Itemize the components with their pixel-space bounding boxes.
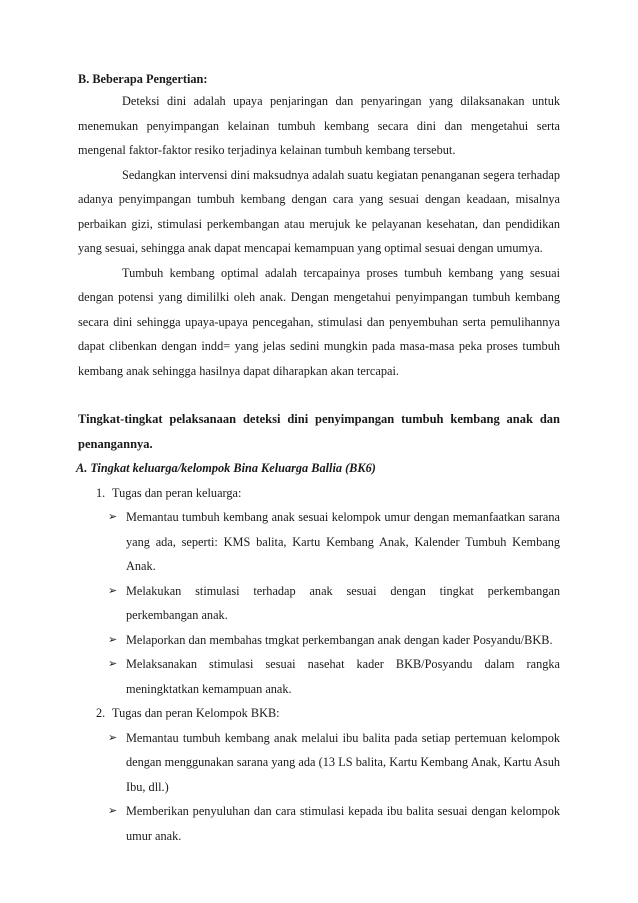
section-b-heading: B. Beberapa Pengertian: <box>78 72 208 86</box>
paragraph-intervensi-dini: Sedangkan intervensi dini maksudnya adalah suatu kegiatan penanganan segera terhadap adanya penyimpangan tumbuh kembang dengan cara yang sesuai dengan keadaan, misalnya perbaikan gizi, stimulasi perkembangan atau merujuk ke pelayanan kesehatan, dan pendidikan yang sesuai, sehingga anak dapat mencapai kemampuan yang optimal sesuai dengan umumya. <box>78 167 560 255</box>
list-title: Tugas dan peran Kelompok BKB: <box>112 706 280 720</box>
bullet-item: ➢ Memantau tumbuh kembang anak melalui ibu balita pada setiap pertemuan kelompok dengan menggunakan sarana yang ada (13 LS balita, Kartu Kembang Anak, Kartu Asuh Ibu, dll.) <box>108 726 560 800</box>
list-number: 2. <box>96 706 106 720</box>
bullet-item: ➢ Melaksanakan stimulasi sesuai nasehat kader BKB/Posyandu dalam rangka meningktatkan kemampuan anak. <box>108 652 560 701</box>
list-title: Tugas dan peran keluarga: <box>112 485 242 500</box>
arrow-bullet-icon: ➢ <box>108 510 118 523</box>
bullet-item: ➢ Memantau tumbuh kembang anak sesuai kelompok umur dengan memanfaatkan sarana yang ada, seperti: KMS balita, Kartu Kembang Anak, Kalender Tumbuh Kembang Anak. <box>108 505 560 579</box>
list-number: 1. <box>96 485 106 500</box>
bullet-list-kelompok-bkb <box>78 726 560 849</box>
arrow-bullet-icon: ➢ <box>108 804 118 817</box>
list-item-keluarga <box>96 481 560 506</box>
paragraph-deteksi-dini: Deteksi dini adalah upaya penjaringan dan penyaringan yang dilaksanakan untuk menemukan penyimpangan kelainan tumbuh kembang secara dini dan mengetahui serta mengenal faktor-faktor resiko terjadinya kelainan tumbuh kembang tersebut. <box>78 94 560 157</box>
bullet-item: ➢ Memberikan penyuluhan dan cara stimulasi kepada ibu balita sesuai dengan kelompok umur anak. <box>108 799 560 848</box>
bullet-item: ➢ Melaporkan dan membahas tmgkat perkembangan anak dengan kader Posyandu/BKB. <box>108 628 560 653</box>
arrow-bullet-icon: ➢ <box>108 583 118 597</box>
list-item-kelompok-bkb <box>96 701 560 726</box>
section-a-heading: A. Tingkat keluarga/kelompok Bina Keluarga Ballia (BK6) <box>76 461 376 475</box>
arrow-bullet-icon: ➢ <box>108 632 118 646</box>
paragraph-tumbuh-kembang-optimal: Tumbuh kembang optimal adalah tercapainya proses tumbuh kembang yang sesuai dengan potensi yang dimililki oleh anak. Dengan mengetahui penyimpangan tumbuh kembang secara dini sehingga upaya-upaya pencegahan, stimulasi dan penyembuhan serta pemulihannya dapat clibenkan dengan indd= yang jelas sedini mungkin pada masa-masa peka proses tumbuh kembang anak sehingga hasilnya dapat diharapkan akan tercapai. <box>78 265 560 378</box>
tingkat-heading: Tingkat-tingkat pelaksanaan deteksi dini penyimpangan tumbuh kembang anak dan penangannya. <box>78 412 560 451</box>
bullet-item: ➢ Melakukan stimulasi terhadap anak sesuai dengan tingkat perkembangan perkembangan anak. <box>108 579 560 628</box>
arrow-bullet-icon: ➢ <box>108 730 118 744</box>
arrow-bullet-icon: ➢ <box>108 657 118 670</box>
bullet-list-keluarga <box>78 505 560 701</box>
